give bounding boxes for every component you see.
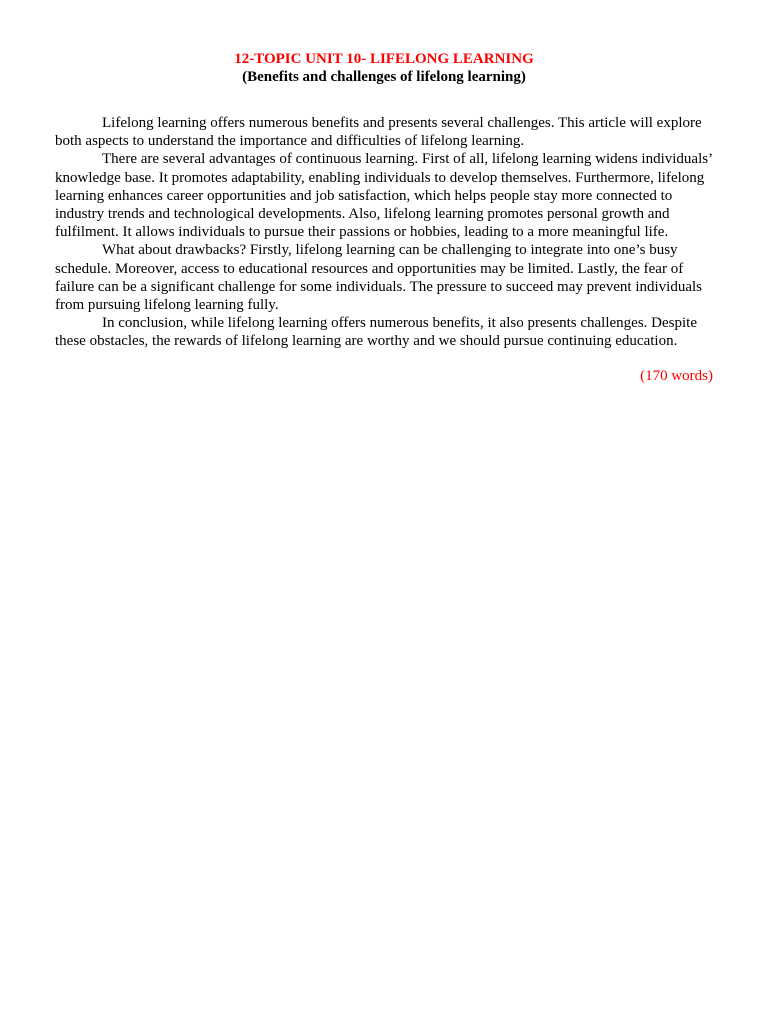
word-count: (170 words): [640, 367, 713, 384]
paragraph-drawbacks: What about drawbacks? Firstly, lifelong learning can be challenging to integrate into one’s busy schedule. Moreover, access to educational resources and opportunities may be limited. Lastly, the fear of failure can be a significant challenge for some individuals. The pressure to succeed may prevent individuals from pursuing lifelong learning fully.: [55, 242, 703, 314]
paragraph-conclusion: In conclusion, while lifelong learning offers numerous benefits, it also presents challenges. Despite these obstacles, the rewards of lifelong learning are worthy and we should pursue continuing education.: [55, 315, 697, 350]
paragraph-introduction: Lifelong learning offers numerous benefits and presents several challenges. This article will explore both aspects to understand the importance and difficulties of lifelong learning.: [55, 115, 702, 150]
paragraph-advantages: There are several advantages of continuous learning. First of all, lifelong learning widens individuals’ knowledge base. It promotes adaptability, enabling individuals to develop themselves. Furthermore, lifelong learning enhances career opportunities and job satisfaction, which helps people stay more connected to industry trends and technological developments. Also, lifelong learning promotes personal growth and fulfilment. It allows individuals to pursue their passions or hobbies, leading to a more meaningful life.: [55, 151, 712, 241]
document-subtitle: (Benefits and challenges of lifelong learning): [242, 69, 526, 85]
document-page: [55, 50, 713, 385]
document-body: [55, 114, 713, 351]
document-title: 12-TOPIC UNIT 10- LIFELONG LEARNING: [234, 51, 534, 67]
